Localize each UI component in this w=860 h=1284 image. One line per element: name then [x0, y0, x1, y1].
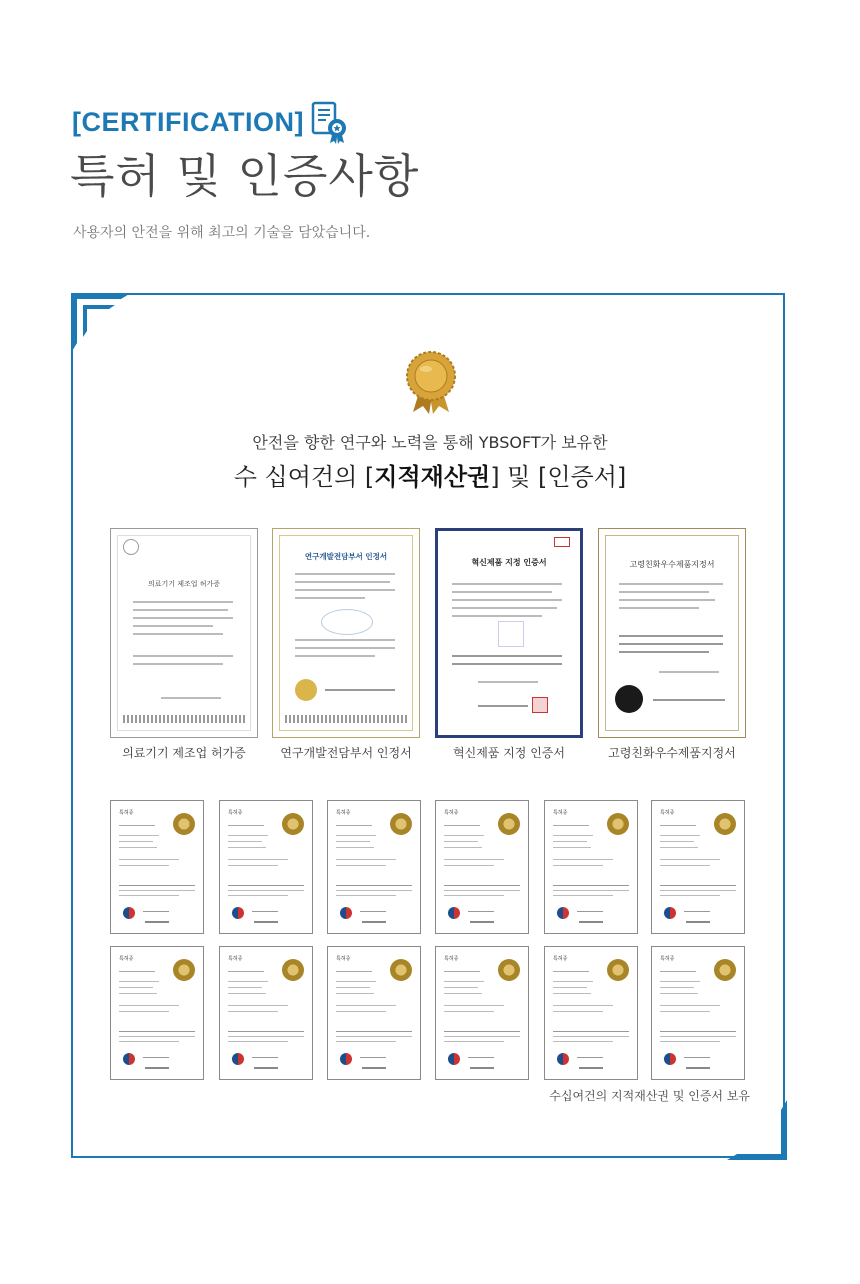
text-line [553, 859, 613, 860]
text-line [660, 987, 694, 988]
text-line [660, 1031, 736, 1032]
patent-title: 특허증 [119, 956, 134, 962]
text-line [577, 911, 603, 912]
text-line [660, 841, 694, 842]
text-line [161, 697, 221, 699]
text-line [470, 921, 494, 923]
text-line [660, 885, 736, 886]
text-line [336, 841, 370, 842]
patent-certificate[interactable] [651, 800, 745, 934]
section-eyebrow [72, 100, 350, 144]
emblem-icon [232, 1053, 244, 1065]
text-line [143, 911, 169, 912]
stamp-icon [554, 537, 570, 547]
text-line [336, 1011, 386, 1012]
text-line [553, 841, 587, 842]
text-line [553, 847, 591, 848]
text-line [660, 825, 696, 826]
patent-title: 특허증 [119, 810, 134, 816]
text-line [619, 591, 709, 593]
text-line [468, 911, 494, 912]
watermark-emblem [498, 621, 524, 647]
gold-medal-icon [405, 350, 457, 414]
text-line [228, 825, 264, 826]
text-line [684, 911, 710, 912]
text-line [660, 981, 700, 982]
text-line [684, 1057, 710, 1058]
page-title: 특허 및 인증사항 [70, 149, 420, 203]
text-line [553, 1031, 629, 1032]
text-line [619, 599, 715, 601]
text-line [119, 885, 195, 886]
text-line [295, 639, 395, 641]
emblem-icon [340, 907, 352, 919]
text-line [295, 589, 395, 591]
text-line [619, 651, 709, 653]
text-line [336, 865, 386, 866]
text-line [579, 1067, 603, 1069]
intro-line-2-prefix: 수 십여건의 [ [233, 463, 375, 491]
emblem-icon [448, 1053, 460, 1065]
text-line [336, 1031, 412, 1032]
frame-corner-top-left [71, 293, 131, 353]
watermark-emblem [321, 609, 373, 635]
text-line [336, 1041, 396, 1042]
text-line [336, 1005, 396, 1006]
text-line [660, 835, 700, 836]
text-line [660, 1036, 736, 1037]
gold-seal-icon [173, 813, 195, 835]
text-line [228, 1036, 304, 1037]
patent-title: 특허증 [228, 956, 243, 962]
text-line [228, 993, 266, 994]
text-line [660, 971, 696, 972]
certificate-rnd-department[interactable] [272, 528, 420, 738]
text-line [336, 971, 372, 972]
text-line [228, 1041, 288, 1042]
red-stamp-icon [532, 697, 548, 713]
text-line [452, 583, 562, 585]
text-line [444, 841, 478, 842]
text-line [553, 993, 591, 994]
text-line [660, 890, 736, 891]
text-line [228, 841, 262, 842]
text-line [452, 599, 562, 601]
patent-title: 특허증 [444, 956, 459, 962]
text-line [553, 865, 603, 866]
text-line [336, 895, 396, 896]
text-line [452, 655, 562, 657]
text-line [444, 981, 484, 982]
text-line [360, 1057, 386, 1058]
text-line [660, 865, 710, 866]
text-line [295, 573, 395, 575]
text-line [470, 1067, 494, 1069]
certificate-caption: 의료기기 제조업 허가증 [122, 746, 246, 760]
text-line [444, 865, 494, 866]
text-line [133, 617, 233, 619]
emblem-icon [664, 907, 676, 919]
text-line [444, 1036, 520, 1037]
text-line [660, 895, 720, 896]
text-line [577, 1057, 603, 1058]
frame-corner-bottom-right [727, 1100, 787, 1160]
text-line [228, 895, 288, 896]
text-line [553, 1041, 613, 1042]
patent-title: 특허증 [553, 810, 568, 816]
patent-title: 특허증 [660, 956, 675, 962]
text-line [336, 981, 376, 982]
text-line [444, 895, 504, 896]
text-line [119, 971, 155, 972]
text-line [119, 865, 169, 866]
text-line [295, 597, 365, 599]
patent-certificate[interactable] [219, 946, 313, 1080]
text-line [553, 1036, 629, 1037]
gold-seal-icon [282, 959, 304, 981]
patent-title: 특허증 [336, 956, 351, 962]
gold-seal-icon [295, 679, 317, 701]
patent-certificate[interactable] [544, 800, 638, 934]
text-line [228, 987, 262, 988]
text-line [336, 835, 376, 836]
text-line [444, 1011, 494, 1012]
text-line [553, 1011, 603, 1012]
text-line [553, 895, 613, 896]
gold-seal-icon [498, 813, 520, 835]
certificate-title: 고령친화우수제품지정서 [629, 560, 715, 569]
emblem-icon [340, 1053, 352, 1065]
text-line [228, 1031, 304, 1032]
text-line [686, 1067, 710, 1069]
certificate-title: 혁신제품 지정 인증서 [471, 558, 547, 567]
text-line [228, 981, 268, 982]
gold-seal-icon [390, 813, 412, 835]
text-line [336, 885, 412, 886]
text-line [254, 1067, 278, 1069]
text-line [295, 647, 395, 649]
text-line [660, 1041, 720, 1042]
certificate-title: 연구개발전담부서 인정서 [304, 552, 388, 561]
text-line [145, 1067, 169, 1069]
text-line [619, 635, 723, 637]
emblem-icon [123, 1053, 135, 1065]
text-line [228, 890, 304, 891]
emblem-icon [448, 907, 460, 919]
certificate-caption: 혁신제품 지정 인증서 [453, 746, 565, 760]
patent-certificate[interactable] [110, 800, 204, 934]
gold-seal-icon [173, 959, 195, 981]
text-line [553, 1005, 613, 1006]
patent-certificate[interactable] [219, 800, 313, 934]
text-line [653, 699, 725, 701]
text-line [360, 911, 386, 912]
gold-seal-icon [714, 959, 736, 981]
text-line [119, 1041, 179, 1042]
text-line [444, 1031, 520, 1032]
emblem-icon [557, 907, 569, 919]
text-line [295, 655, 375, 657]
patent-title: 특허증 [553, 956, 568, 962]
gold-seal-icon [498, 959, 520, 981]
certificate-title: 의료기기 제조업 허가증 [147, 580, 221, 588]
text-line [660, 859, 720, 860]
text-line [444, 885, 520, 886]
text-line [133, 625, 213, 627]
text-line [228, 865, 278, 866]
text-line [252, 1057, 278, 1058]
intro-line-2-suffix: ] 및 [인증서] [490, 463, 627, 491]
certificate-icon [310, 100, 350, 144]
text-line [660, 1011, 710, 1012]
text-line [228, 885, 304, 886]
emblem-icon [123, 539, 139, 555]
text-line [452, 607, 557, 609]
text-line [579, 921, 603, 923]
certificate-caption: 고령친화우수제품지정서 [608, 746, 736, 760]
text-line [143, 1057, 169, 1058]
text-line [444, 825, 480, 826]
text-line [553, 987, 587, 988]
text-line [452, 663, 562, 665]
text-line [452, 615, 542, 617]
patent-certificate[interactable] [110, 946, 204, 1080]
footnote: 수십여건의 지적재산권 및 인증서 보유 [549, 1089, 750, 1103]
text-line [336, 859, 396, 860]
text-line [444, 859, 504, 860]
text-line [686, 921, 710, 923]
text-line [444, 971, 480, 972]
barcode-strip [123, 715, 245, 723]
text-line [133, 663, 223, 665]
text-line [325, 689, 395, 691]
text-line [133, 601, 233, 603]
text-line [444, 1005, 504, 1006]
text-line [444, 847, 482, 848]
emblem-icon [232, 907, 244, 919]
text-line [660, 993, 698, 994]
patent-certificate[interactable] [327, 800, 421, 934]
patent-certificate[interactable] [327, 946, 421, 1080]
text-line [660, 847, 698, 848]
patent-title: 특허증 [336, 810, 351, 816]
text-line [228, 1011, 278, 1012]
text-line [362, 921, 386, 923]
gold-seal-icon [390, 959, 412, 981]
gold-seal-icon [607, 959, 629, 981]
text-line [133, 633, 223, 635]
text-line [119, 1036, 195, 1037]
patent-certificate[interactable] [435, 800, 529, 934]
text-line [362, 1067, 386, 1069]
text-line [119, 895, 179, 896]
text-line [619, 583, 723, 585]
eyebrow-label: [CERTIFICATION] [72, 106, 304, 137]
text-line [336, 1036, 412, 1037]
certificate-caption: 연구개발전담부서 인정서 [280, 746, 412, 760]
text-line [119, 987, 153, 988]
text-line [228, 847, 266, 848]
text-line [133, 609, 228, 611]
text-line [336, 993, 374, 994]
patent-certificate[interactable] [544, 946, 638, 1080]
text-line [119, 981, 159, 982]
text-line [254, 921, 278, 923]
text-line [444, 1041, 504, 1042]
text-line [119, 841, 153, 842]
text-line [295, 581, 390, 583]
text-line [478, 681, 538, 683]
text-line [660, 1005, 720, 1006]
text-line [133, 655, 233, 657]
certificate-innovative-product[interactable] [435, 528, 583, 738]
text-line [336, 890, 412, 891]
text-line [228, 1005, 288, 1006]
certificate-senior-friendly[interactable] [598, 528, 746, 738]
text-line [119, 993, 157, 994]
text-line [444, 890, 520, 891]
text-line [228, 971, 264, 972]
text-line [553, 981, 593, 982]
gold-seal-icon [714, 813, 736, 835]
text-line [119, 835, 159, 836]
text-line [553, 835, 593, 836]
text-line [659, 671, 719, 673]
text-line [619, 643, 723, 645]
emblem-icon [557, 1053, 569, 1065]
text-line [119, 1005, 179, 1006]
text-line [119, 847, 157, 848]
intro-line-1: 안전을 향한 연구와 노력을 통해 YBSOFT가 보유한 [252, 433, 608, 452]
barcode-strip [285, 715, 407, 723]
text-line [444, 987, 478, 988]
text-line [444, 835, 484, 836]
text-line [119, 825, 155, 826]
patent-title: 특허증 [444, 810, 459, 816]
text-line [119, 859, 179, 860]
text-line [336, 847, 374, 848]
text-line [119, 1011, 169, 1012]
text-line [478, 705, 528, 707]
patent-certificate[interactable] [435, 946, 529, 1080]
text-line [119, 890, 195, 891]
emblem-icon [123, 907, 135, 919]
gold-seal-icon [607, 813, 629, 835]
page-subtitle: 사용자의 안전을 위해 최고의 기술을 담았습니다. [73, 225, 371, 241]
gold-seal-icon [282, 813, 304, 835]
text-line [619, 607, 699, 609]
text-line [553, 971, 589, 972]
text-line [336, 825, 372, 826]
text-line [468, 1057, 494, 1058]
text-line [228, 835, 268, 836]
text-line [119, 1031, 195, 1032]
text-line [145, 921, 169, 923]
text-line [444, 993, 482, 994]
text-line [553, 825, 589, 826]
text-line [553, 885, 629, 886]
patent-title: 특허증 [228, 810, 243, 816]
patent-certificate[interactable] [651, 946, 745, 1080]
text-line [228, 859, 288, 860]
certificate-medical-device[interactable] [110, 528, 258, 738]
emblem-icon [664, 1053, 676, 1065]
text-line [553, 890, 629, 891]
text-line [252, 911, 278, 912]
patent-title: 특허증 [660, 810, 675, 816]
intro-line-2 [0, 457, 860, 492]
black-seal-icon [615, 685, 643, 713]
intro-line-2-bold: 지적재산권 [374, 463, 491, 491]
text-line [336, 987, 370, 988]
text-line [452, 591, 552, 593]
